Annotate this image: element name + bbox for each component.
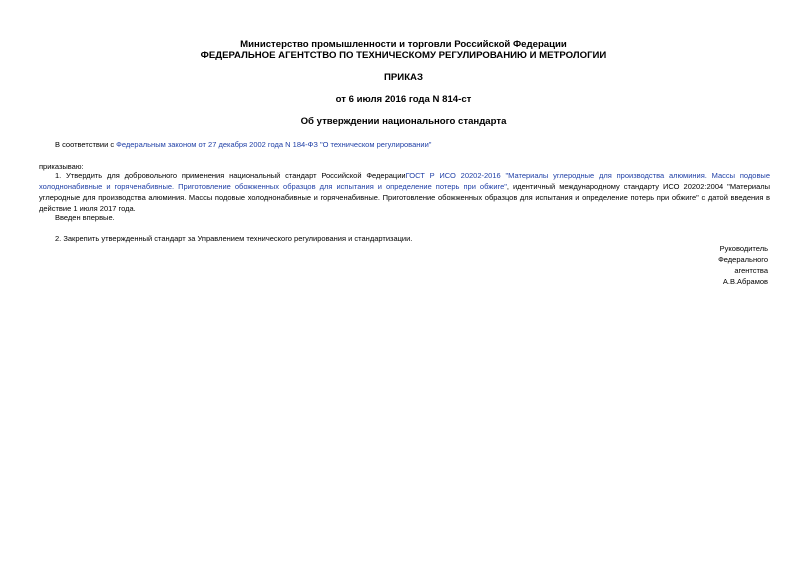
signature-name: А.В.Абрамов [722, 277, 768, 286]
agency-heading: ФЕДЕРАЛЬНОЕ АГЕНТСТВО ПО ТЕХНИЧЕСКОМУ РЕГУЛИРОВАНИЮ И МЕТРОЛОГИИ [200, 50, 607, 61]
signature-line-3: агентства [734, 266, 768, 275]
signature-line-1: Руководитель [719, 244, 768, 253]
intro-prefix: В соответствии с [55, 140, 117, 149]
federal-law-link[interactable]: Федеральным законом от 27 декабря 2002 года N 184-ФЗ "О техническом регулировании" [116, 140, 432, 149]
subject-heading: Об утверждении национального стандарта [300, 116, 507, 127]
date-number-heading: от 6 июля 2016 года N 814-ст [335, 94, 472, 105]
item1-paragraph [39, 170, 770, 214]
item2-paragraph: 2. Закрепить утвержденный стандарт за Управлением технического регулирования и стандартизации. [55, 234, 413, 243]
gost-standard-link[interactable]: ГОСТ Р ИСО 20202-2016 "Материалы углеродные для производства алюминия. Массы подовые холоднонабивные и горяченабивные. Приготовление обожженных образцов для испытания и определение потерь при обжиге" [39, 171, 770, 191]
item1-prefix: 1. Утвердить для добровольного применения национальный стандарт Российской Федерации [55, 171, 406, 180]
ministry-heading: Министерство промышленности и торговли Российской Федерации [240, 39, 567, 50]
signature-line-2: Федерального [718, 255, 768, 264]
first-time-note: Введен впервые. [55, 213, 115, 222]
intro-paragraph [55, 139, 770, 150]
signature-block [718, 243, 768, 287]
order-word: приказываю: [39, 162, 84, 171]
doc-type-heading: ПРИКАЗ [384, 72, 423, 83]
item1-suffix: , идентичный международному стандарту ИСО 20202:2004 "Материалы углеродные для производства алюминия. Массы подовые холоднонабивные и горяченабивные. Приготовление обожженных образцов для испытания и определение потерь при обжиге" с датой введения в действие 1 июля 2017 года. [39, 182, 771, 213]
